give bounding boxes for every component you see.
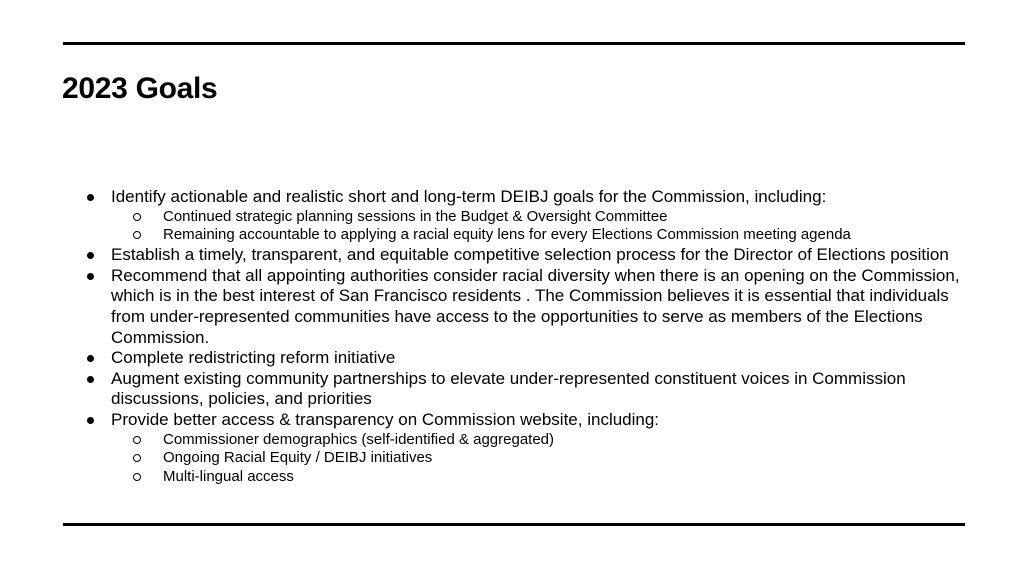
sub-bullet-item [131,431,967,450]
sub-bullet-text: Remaining accountable to applying a racial equity lens for every Elections Commission meeting agenda [163,226,851,244]
sub-bullet-text: Multi-lingual access [163,468,294,486]
sub-bullet-text: Ongoing Racial Equity / DEIBJ initiatives [163,449,433,467]
sub-bullet-list [111,208,967,246]
page-title: 2023 Goals [62,72,218,105]
sub-bullet-item [131,208,967,227]
sub-bullet-text: Continued strategic planning sessions in the Budget & Oversight Committee [163,207,668,225]
bullet-item [85,348,967,369]
bullet-text: Complete redistricting reform initiative [111,348,396,368]
bullet-item [85,369,967,410]
bullet-item [85,410,967,487]
bullet-text: Provide better access & transparency on Commission website, including: [111,409,660,429]
bullet-text: Identify actionable and realistic short and long-term DEIBJ goals for the Commission, including: [111,187,827,206]
sub-bullet-item [131,449,967,468]
goals-list [85,187,967,487]
bullet-text: Augment existing community partnerships to elevate under-represented constituent voices in Commission discussions, policies, and priorities [111,368,906,409]
bullet-item [85,266,967,348]
bullet-item [85,187,967,245]
sub-bullet-item [131,226,967,245]
bottom-rule [63,523,965,526]
bullet-text: Establish a timely, transparent, and equitable competitive selection process for the Director of Elections position [111,245,949,265]
bullet-text: Recommend that all appointing authorities consider racial diversity when there is an opening on the Commission, which is in the best interest of San Francisco residents . The Commission believes it is essential that individuals from under-represented communities have access to the opportunities to serve as members of the Elections Commission. [111,265,960,347]
goals-section [85,187,967,487]
sub-bullet-item [131,468,967,487]
top-rule [63,42,965,45]
sub-bullet-text: Commissioner demographics (self-identified & aggregated) [163,430,555,448]
sub-bullet-list [111,431,967,487]
bullet-item [85,245,967,266]
